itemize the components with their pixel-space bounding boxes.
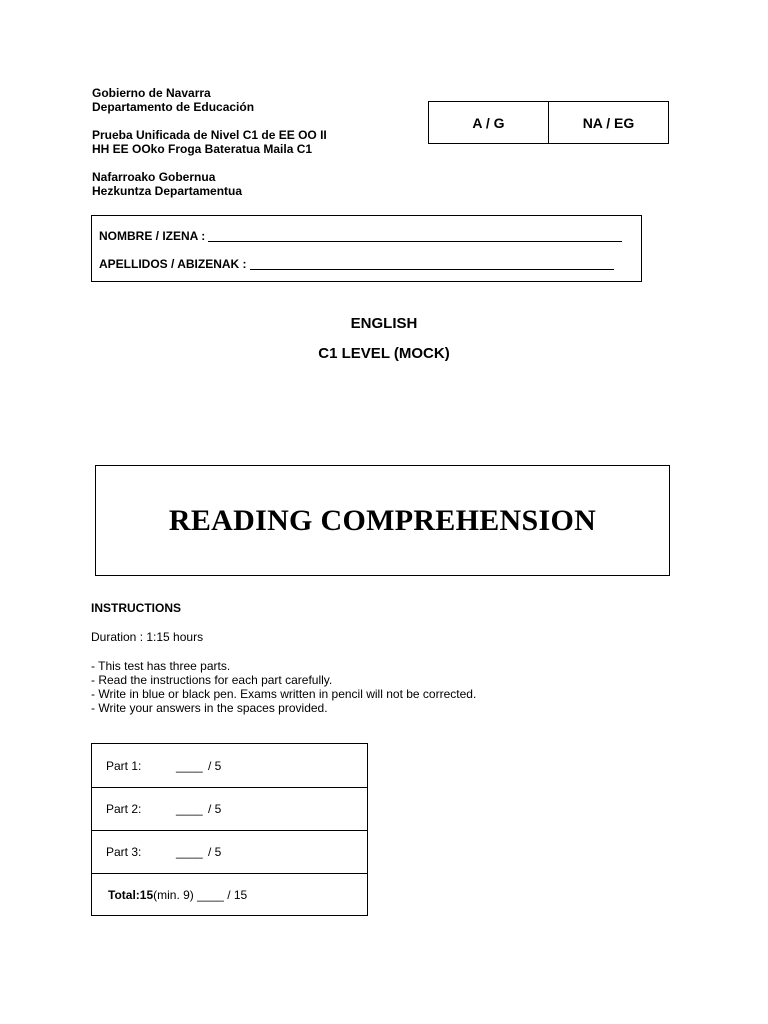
score-blank[interactable]: ____ <box>176 802 203 816</box>
duration-text: Duration : 1:15 hours <box>91 630 204 644</box>
instruction-rule: - Read the instructions for each part carefully. <box>91 673 333 687</box>
section-title-box <box>95 465 670 576</box>
score-row-part-1 <box>92 744 367 787</box>
surname-field[interactable] <box>250 257 614 270</box>
part-label: Part 2: <box>106 802 142 816</box>
score-row-part-3 <box>92 830 367 873</box>
header-line: Departamento de Educación <box>92 100 255 114</box>
header-line: Nafarroako Gobernua <box>92 170 216 184</box>
score-max: / 5 <box>208 758 222 773</box>
score-row-total <box>92 873 367 915</box>
surname-row <box>99 257 641 271</box>
instructions-block <box>91 601 651 715</box>
score-blank[interactable]: ____ <box>176 758 203 773</box>
total-label: Total <box>108 887 136 902</box>
score-blank[interactable]: ____ <box>176 845 203 859</box>
score-table <box>91 743 368 916</box>
header-line: Hezkuntza Departamentua <box>92 184 243 198</box>
candidate-name-box <box>91 215 642 282</box>
surname-label: APELLIDOS / ABIZENAK : <box>99 257 247 271</box>
exam-code-box <box>428 101 669 144</box>
section-title: READING COMPREHENSION <box>168 503 597 537</box>
instruction-rule: - Write your answers in the spaces provided. <box>91 701 328 715</box>
instruction-rule: - This test has three parts. <box>91 659 231 673</box>
total-blank[interactable]: ____ <box>197 887 224 902</box>
part-label: Part 3: <box>106 845 142 859</box>
header-line: Gobierno de Navarra <box>92 86 211 100</box>
total-max: / 15 <box>227 887 248 902</box>
name-label: NOMBRE / IZENA : <box>99 229 206 243</box>
name-row <box>99 229 641 243</box>
instruction-rule: - Write in blue or black pen. Exams written in pencil will not be corrected. <box>91 687 477 701</box>
subject-language: ENGLISH <box>350 315 418 332</box>
score-max: / 5 <box>208 802 222 816</box>
name-field[interactable] <box>208 229 622 242</box>
total-value: :15 <box>135 887 154 902</box>
score-row-part-2 <box>92 787 367 830</box>
institution-header <box>92 86 392 198</box>
instructions-heading: INSTRUCTIONS <box>91 601 181 615</box>
total-min: (min. 9) <box>153 887 194 902</box>
header-line: Prueba Unificada de Nivel C1 de EE OO II <box>92 128 327 142</box>
code-cell-left: A / G <box>472 114 505 131</box>
subject-level: C1 LEVEL (MOCK) <box>318 345 450 362</box>
code-cell-right: NA / EG <box>548 102 668 143</box>
part-label: Part 1: <box>106 758 142 773</box>
header-line: HH EE OOko Froga Bateratua Maila C1 <box>92 142 313 156</box>
score-max: / 5 <box>208 845 222 859</box>
